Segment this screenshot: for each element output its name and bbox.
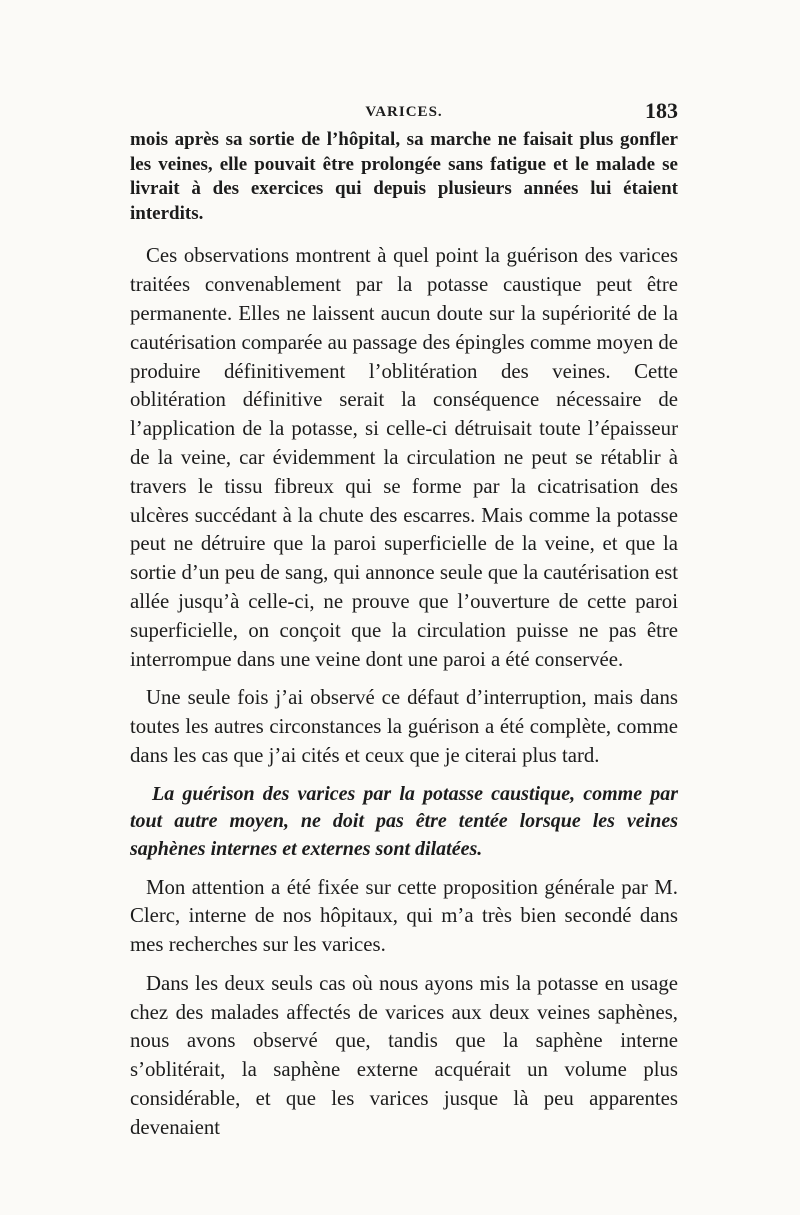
page-number: 183 [645,98,678,123]
page-header [130,96,678,126]
paragraph-single-case: Une seule fois j’ai observé ce défaut d’interruption, mais dans toutes les autres circonstances la guérison a été complète, comme dans les cas que j’ai cités et ceux que je citerai plus tard. [130,686,678,767]
paragraph-proposition: La guérison des varices par la potasse caustique, comme par tout autre moyen, ne doit pas être tentée lorsque les veines saphènes internes et externes sont dilatées. [130,782,678,860]
running-title: VARICES. [365,104,443,120]
paragraph-two-cases: Dans les deux seuls cas où nous ayons mis la potasse en usage chez des malades affectés de varices aux deux veines saphènes, nous avons observé que, tandis que la saphène interne s’oblitérait, la saphène externe acquérait un volume plus considérable, et que les varices jusque là peu apparentes devenaient [130,971,678,1139]
paragraph-continuation: mois après sa sortie de l’hôpital, sa marche ne faisait plus gonfler les veines, elle pouvait être prolongée sans fatigue et le malade se livrait à des exercices qui depuis plusieurs années lui étaient interdits. [130,129,678,224]
paragraph-observations: Ces observations montrent à quel point la guérison des varices traitées convenablement par la potasse caustique peut être permanente. Elles ne laissent aucun doute sur la supériorité de la cautérisation comparée au passage des épingles comme moyen de produire définitivement l’oblitération des veines. Cette oblitération définitive serait la conséquence nécessaire de l’application de la potasse, si celle-ci détruisait toute l’épaisseur de la veine, car évidemment la circulation ne peut se rétablir à travers le tissu fibreux qui se forme par la cicatrisation des ulcères succédant à la chute des escarres. Mais comme la potasse peut ne détruire que la paroi superficielle de la veine, et que la sortie d’un peu de sang, qui annonce seule que la cautérisation est allée jusqu’à celle-ci, ne prouve que l’ouverture de cette paroi superficielle, on conçoit que la circulation puisse ne pas être interrompue dans une veine dont une paroi a été conservée. [130,244,678,671]
body-text [130,128,678,1153]
paragraph-attention: Mon attention a été fixée sur cette proposition générale par M. Clerc, interne de nos hôpitaux, qui m’a très bien secondé dans mes recherches sur les varices. [130,875,678,957]
